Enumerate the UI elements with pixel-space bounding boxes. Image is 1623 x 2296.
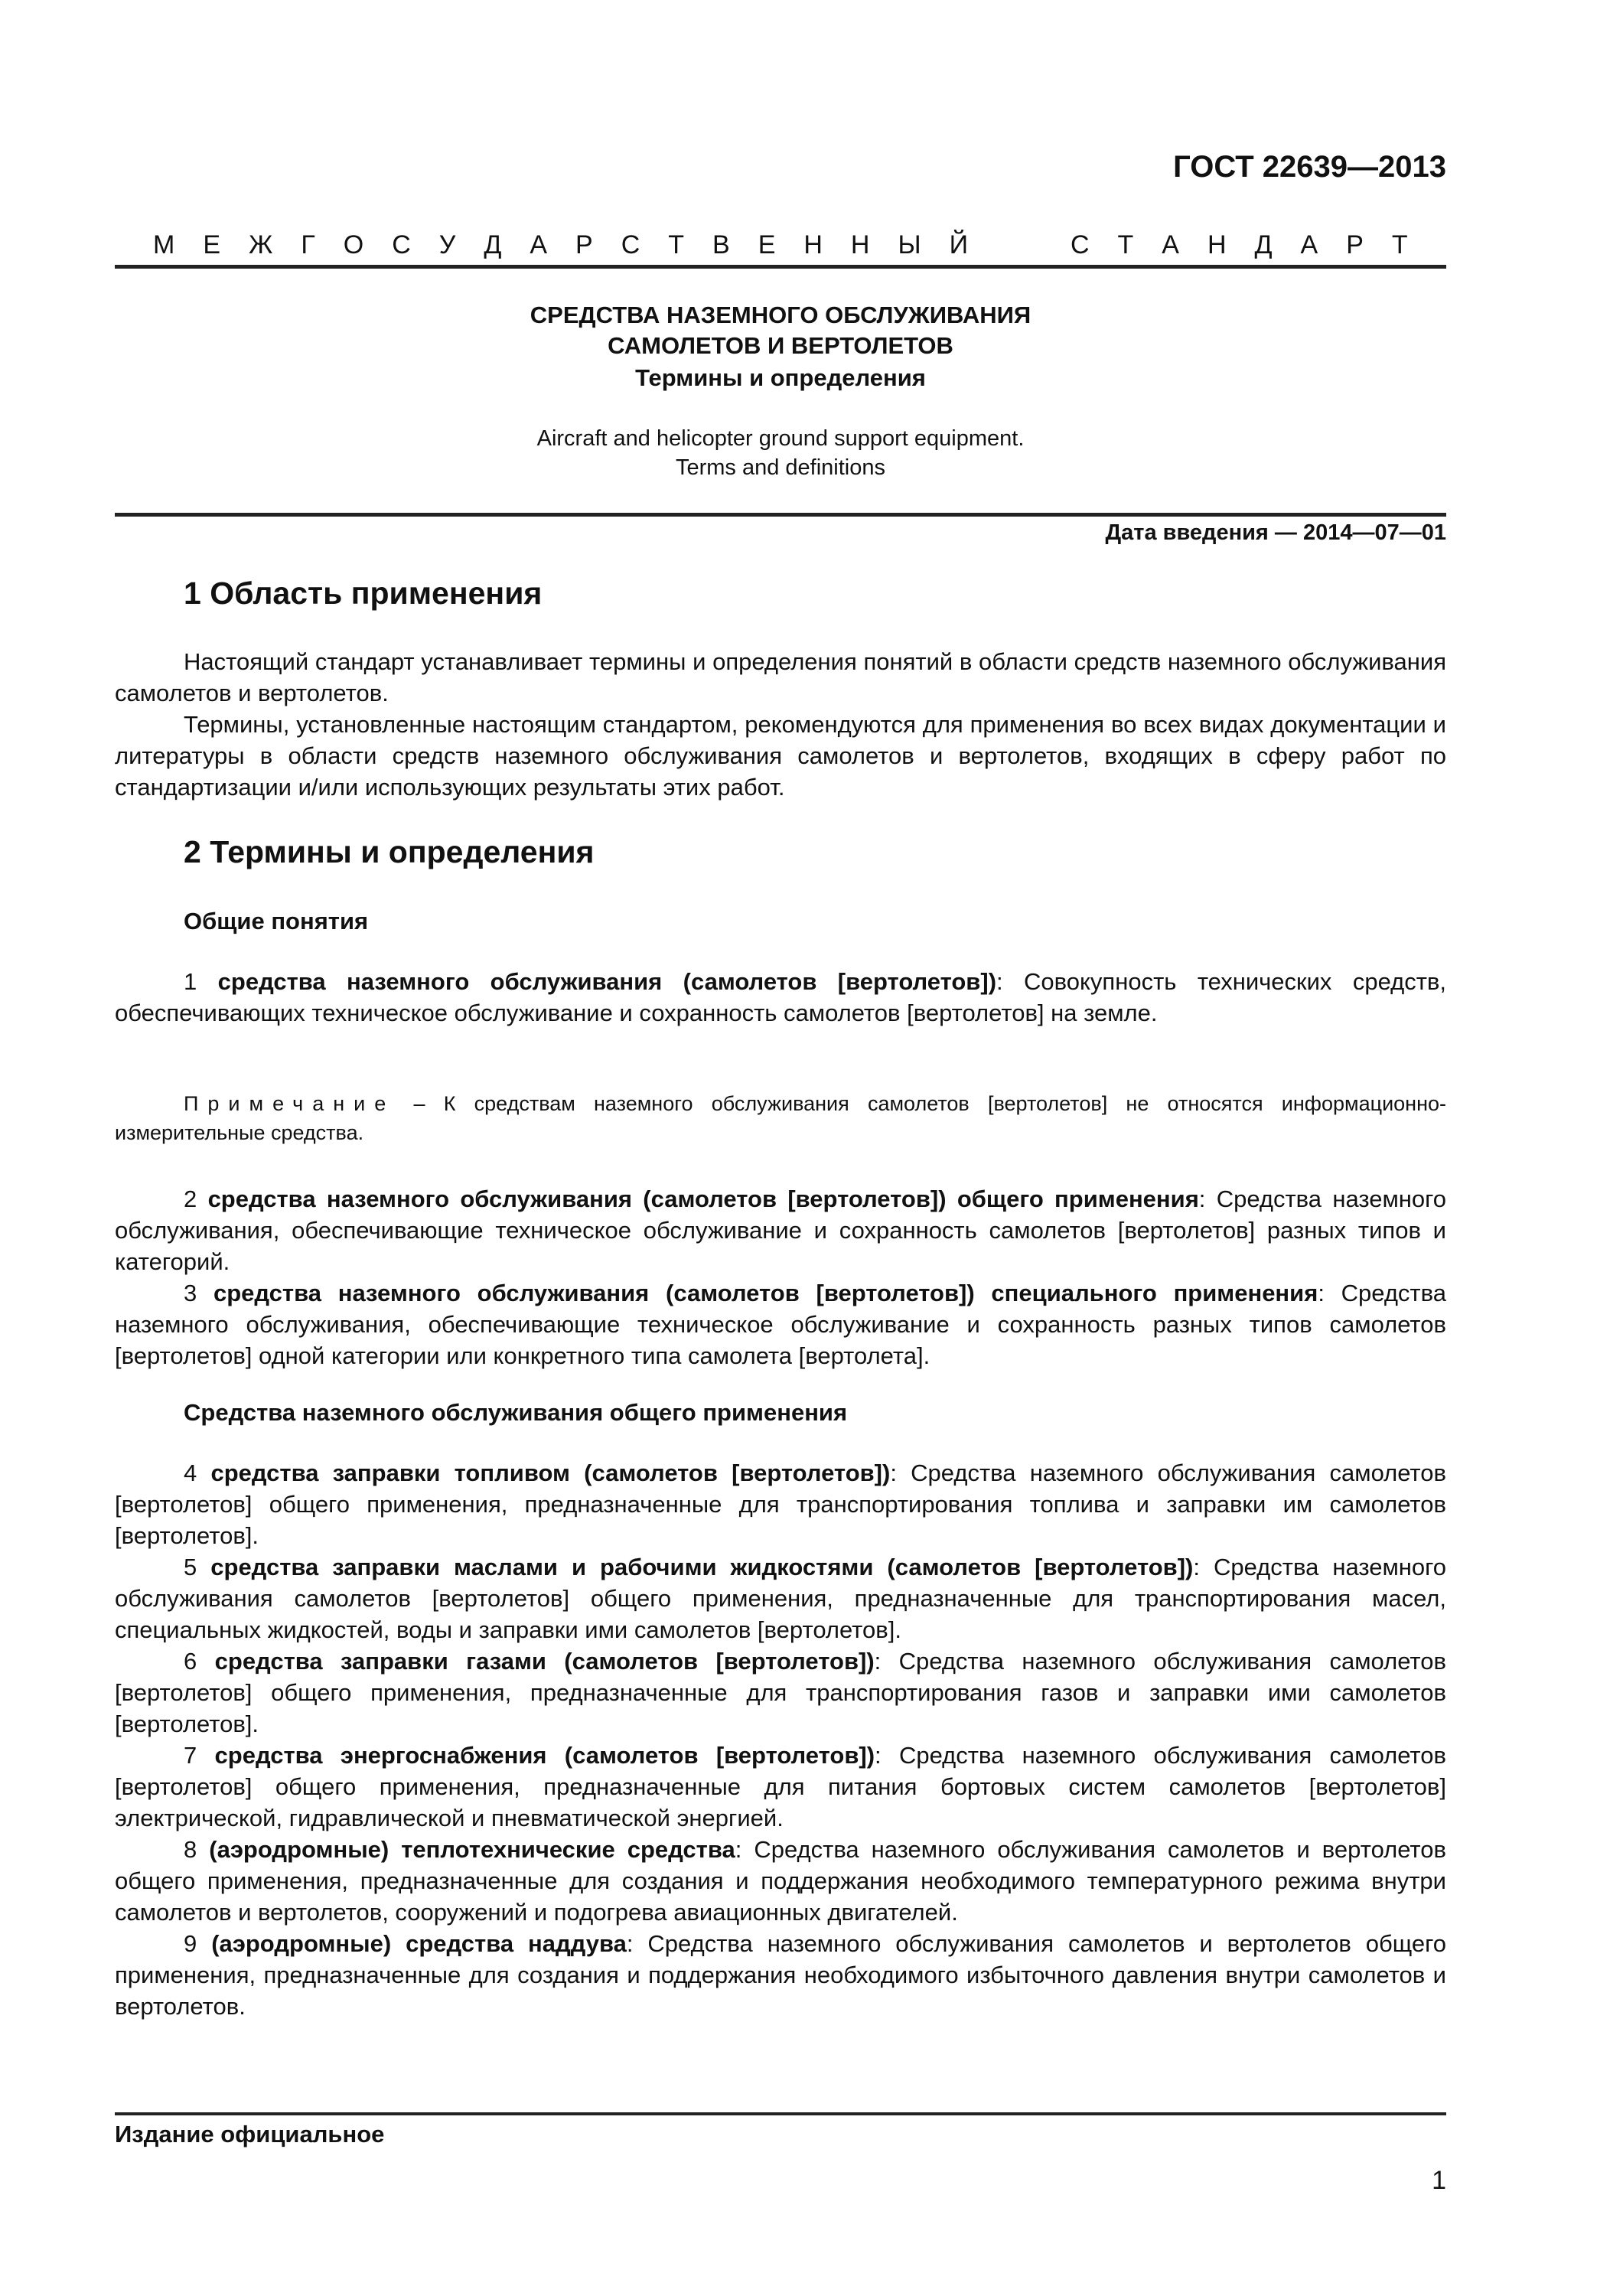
term-3: 3 средства наземного обслуживания (самолетов [вертолетов]) специального применения: Средства наземного обслуживания, обеспечивающие техническое обслуживание и сохранность разных типов самолетов [вертолетов] одной категории или конкретного типа самолета [вертолета]. bbox=[115, 1280, 1446, 1369]
interstate-standard-heading: М Е Ж Г О С У Д А Р С Т В Е Н Н Ы Й С Т А Н Д А Р Т bbox=[153, 230, 1408, 259]
term-4: 4 средства заправки топливом (самолетов [вертолетов]): Средства наземного обслуживания самолетов [вертолетов] общего применения, предназначенные для транспортирования топлива и заправки им самолетов [вертолетов]. bbox=[115, 1459, 1446, 1549]
term-definition: : Средства наземного обслуживания самолетов и вертолетов общего применения, предназначенные для создания и поддержания необходимого температурного режима внутри самолетов и вертолетов, сооружений и подогрева авиационных двигателей. bbox=[115, 1836, 1446, 1926]
header-rule bbox=[115, 265, 1446, 269]
section-2-heading: 2 Термины и определения bbox=[184, 834, 595, 869]
term-definition: : Совокупность технических средств, обеспечивающих техническое обслуживание и сохранность самолетов [вертолетов] на земле. bbox=[115, 968, 1446, 1026]
term-9: 9 (аэродромные) средства наддува: Средства наземного обслуживания самолетов и вертолетов общего применения, предназначенные для создания и поддержания необходимого избыточного давления внутри самолетов и вертолетов. bbox=[115, 1930, 1446, 2020]
term-name: средства заправки топливом (самолетов [вертолетов]) bbox=[210, 1459, 891, 1486]
term-name: средства наземного обслуживания (самолетов [вертолетов]) общего применения bbox=[207, 1186, 1199, 1212]
section-1-heading: 1 Область применения bbox=[184, 576, 543, 611]
term-name: (аэродромные) средства наддува bbox=[211, 1930, 627, 1957]
title-rule bbox=[115, 513, 1446, 517]
term-name: средства энергоснабжения (самолетов [вертолетов]) bbox=[214, 1742, 875, 1769]
document-page bbox=[115, 0, 1446, 2296]
term-definition: : Средства наземного обслуживания самолетов [вертолетов] общего применения, предназначенные для питания бортовых систем самолетов [вертолетов] электрической, гидравлической и пневматической энергией. bbox=[115, 1742, 1446, 1831]
terms-2-3 bbox=[115, 1183, 1446, 1371]
document-title bbox=[115, 300, 1446, 482]
term-8: 8 (аэродромные) теплотехнические средства: Средства наземного обслуживания самолетов и вертолетов общего применения, предназначенные для создания и поддержания необходимого температурного режима внутри самолетов и вертолетов, сооружений и подогрева авиационных двигателей. bbox=[115, 1836, 1446, 1926]
term-definition: : Средства наземного обслуживания самолетов и вертолетов общего применения, предназначенные для создания и поддержания необходимого избыточного давления внутри самолетов и вертолетов. bbox=[115, 1930, 1446, 2020]
term-7: 7 средства энергоснабжения (самолетов [вертолетов]): Средства наземного обслуживания самолетов [вертолетов] общего применения, предназначенные для питания бортовых систем самолетов [вертолетов] электрической, гидравлической и пневматической энергией. bbox=[115, 1742, 1446, 1831]
english-title-line-2: Terms and definitions bbox=[675, 455, 886, 480]
gost-number: ГОСТ 22639—2013 bbox=[1173, 150, 1446, 184]
term-6: 6 средства заправки газами (самолетов [вертолетов]): Средства наземного обслуживания самолетов [вертолетов] общего применения, предназначенные для транспортирования газов и заправки ими самолетов [вертолетов]. bbox=[115, 1648, 1446, 1737]
term-name: средства наземного обслуживания (самолетов [вертолетов]) bbox=[217, 968, 997, 995]
paragraph: Настоящий стандарт устанавливает термины и определения понятий в области средств наземного обслуживания самолетов и вертолетов. bbox=[115, 648, 1446, 706]
term-definition: : Средства наземного обслуживания, обеспечивающие техническое обслуживание и сохранность самолетов [вертолетов] разных типов и категорий. bbox=[115, 1186, 1446, 1275]
note bbox=[115, 1089, 1446, 1147]
introduction-date: Дата введения — 2014—07—01 bbox=[1105, 520, 1446, 545]
title-line-2: САМОЛЕТОВ И ВЕРТОЛЕТОВ bbox=[608, 332, 953, 359]
term-definition: : Средства наземного обслуживания, обеспечивающие техническое обслуживание и сохранность разных типов самолетов [вертолетов] одной категории или конкретного типа самолета [вертолета]. bbox=[115, 1280, 1446, 1369]
note-label: Примечание bbox=[184, 1092, 396, 1115]
subsection-general-purpose-equipment: Средства наземного обслуживания общего применения bbox=[184, 1399, 848, 1426]
title-line-1: СРЕДСТВА НАЗЕМНОГО ОБСЛУЖИВАНИЯ bbox=[530, 302, 1031, 328]
term-name: средства заправки газами (самолетов [вертолетов]) bbox=[214, 1648, 875, 1675]
subsection-general-concepts: Общие понятия bbox=[184, 908, 369, 934]
term-definition: : Средства наземного обслуживания самолетов [вертолетов] общего применения, предназначенные для транспортирования масел, специальных жидкостей, воды и заправки ими самолетов [вертолетов]. bbox=[115, 1554, 1446, 1643]
term-definition: : Средства наземного обслуживания самолетов [вертолетов] общего применения, предназначенные для транспортирования газов и заправки ими самолетов [вертолетов]. bbox=[115, 1648, 1446, 1737]
term-name: (аэродромные) теплотехнические средства bbox=[209, 1836, 735, 1863]
paragraph: Термины, установленные настоящим стандартом, рекомендуются для применения во всех видах документации и литературы в области средств наземного обслуживания самолетов и вертолетов, входящих в сферу работ по стандартизации и/или использующих результаты этих работ. bbox=[115, 711, 1446, 801]
note-text: – К средствам наземного обслуживания самолетов [вертолетов] не относятся информационно-измерительные средства. bbox=[115, 1092, 1446, 1144]
footer-rule bbox=[115, 2112, 1446, 2115]
terms-4-9 bbox=[115, 1457, 1446, 2022]
term-name: средства наземного обслуживания (самолетов [вертолетов]) специального применения bbox=[213, 1280, 1318, 1306]
english-title-line-1: Aircraft and helicopter ground support equipment. bbox=[536, 426, 1025, 451]
section-1-body bbox=[115, 646, 1446, 803]
term-5: 5 средства заправки маслами и рабочими жидкостями (самолетов [вертолетов]): Средства наземного обслуживания самолетов [вертолетов] общего применения, предназначенные для транспортирования масел, специальных жидкостей, воды и заправки ими самолетов [вертолетов]. bbox=[115, 1554, 1446, 1643]
term-1: 1 средства наземного обслуживания (самолетов [вертолетов]): Совокупность технических средств, обеспечивающих техническое обслуживание и сохранность самолетов [вертолетов] на земле. bbox=[115, 968, 1446, 1026]
title-subtitle: Термины и определения bbox=[635, 364, 926, 391]
term-name: средства заправки маслами и рабочими жидкостями (самолетов [вертолетов]) bbox=[210, 1554, 1194, 1580]
term-2: 2 средства наземного обслуживания (самолетов [вертолетов]) общего применения: Средства наземного обслуживания, обеспечивающие техническое обслуживание и сохранность самолетов [вертолетов] разных типов и категорий. bbox=[115, 1186, 1446, 1275]
page-number: 1 bbox=[1432, 2166, 1446, 2195]
official-edition-label: Издание официальное bbox=[115, 2121, 385, 2148]
term-definition: : Средства наземного обслуживания самолетов [вертолетов] общего применения, предназначенные для транспортирования топлива и заправки им самолетов [вертолетов]. bbox=[115, 1459, 1446, 1549]
